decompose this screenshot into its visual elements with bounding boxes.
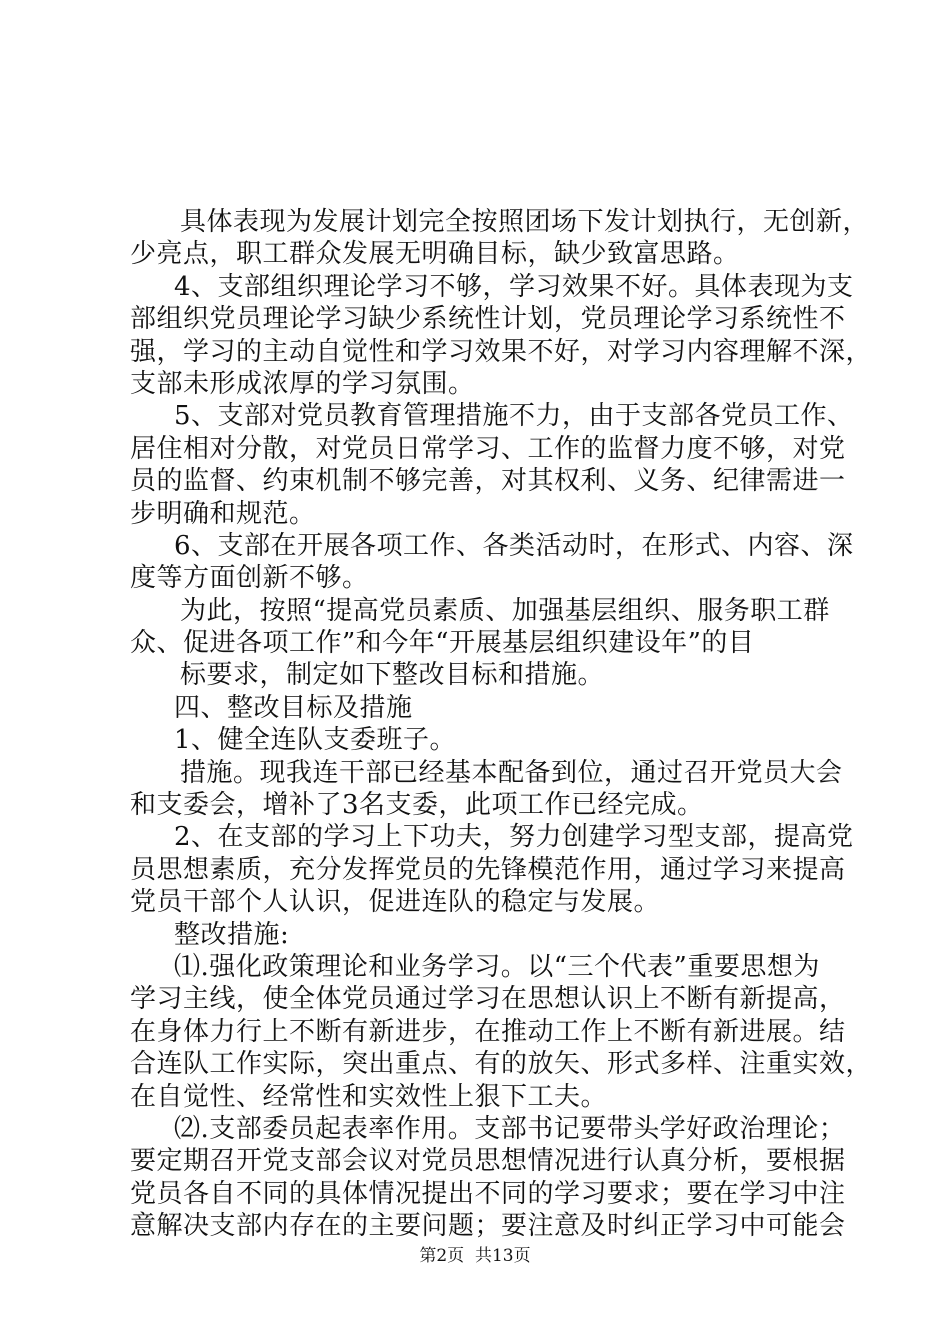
text-line: 四、整改目标及措施 [174, 692, 413, 723]
text-line: 支部未形成浓厚的学习氛围。 [130, 368, 475, 399]
text-line: 党员干部个人认识，促进连队的稳定与发展。 [130, 887, 661, 918]
text-line: 学习主线，使全体党员通过学习在思想认识上不断有新提高， [130, 984, 846, 1015]
text-line: 少亮点，职工群众发展无明确目标，缺少致富思路。 [130, 239, 740, 270]
text-line: 合连队工作实际，突出重点、有的放矢、形式多样、注重实效， [130, 1049, 873, 1080]
text-line: 部组织党员理论学习缺少系统性计划，党员理论学习系统性不 [130, 304, 846, 335]
text-line: ⑴.强化政策理论和业务学习。以“三个代表”重要思想为 [174, 951, 820, 982]
text-line: 在自觉性、经常性和实效性上狠下工夫。 [130, 1081, 608, 1112]
text-line: 6、支部在开展各项工作、各类活动时，在形式、内容、深 [174, 530, 854, 561]
text-line: 强，学习的主动自觉性和学习效果不好，对学习内容理解不深， [130, 336, 873, 367]
text-line: 5、支部对党员教育管理措施不力，由于支部各党员工作、 [174, 401, 854, 432]
text-line: 员的监督、约束机制不够完善，对其权利、义务、纪律需进一 [130, 466, 846, 497]
text-line: 4、支部组织理论学习不够，学习效果不好。具体表现为支 [174, 271, 854, 302]
text-line: 和支委会，增补了3名支委，此项工作已经完成。 [130, 790, 704, 821]
document-body [130, 206, 873, 1243]
text-line: 在身体力行上不断有新进步，在推动工作上不断有新进展。结 [130, 1016, 846, 1047]
text-line: 整改措施: [174, 919, 290, 950]
text-line: 2、在支部的学习上下功夫，努力创建学习型支部，提高党 [174, 822, 854, 853]
page-number-label: 第2页 共13页 [419, 1246, 531, 1266]
text-line: 党员各自不同的具体情况提出不同的学习要求；要在学习中注 [130, 1178, 846, 1209]
text-line: 度等方面创新不够。 [130, 563, 369, 594]
text-line: 众、促进各项工作”和今年“开展基层组织建设年”的目 [130, 628, 755, 659]
text-line: 措施。现我连干部已经基本配备到位，通过召开党员大会 [180, 757, 843, 788]
page-footer [0, 1241, 950, 1266]
text-line: 居住相对分散，对党员日常学习、工作的监督力度不够，对党 [130, 433, 846, 464]
text-line: 1、健全连队支委班子。 [174, 725, 457, 756]
text-line: 员思想素质，充分发挥党员的先锋模范作用，通过学习来提高 [130, 854, 846, 885]
text-line: 标要求，制定如下整改目标和措施。 [180, 660, 605, 691]
text-line: 要定期召开党支部会议对党员思想情况进行认真分析，要根据 [130, 1146, 846, 1177]
text-line: ⑵.支部委员起表率作用。支部书记要带头学好政治理论； [174, 1113, 846, 1144]
text-line: 步明确和规范。 [130, 498, 316, 529]
text-line: 意解决支部内存在的主要问题；要注意及时纠正学习中可能会 [130, 1211, 846, 1242]
text-line: 为此，按照“提高党员素质、加强基层组织、服务职工群 [180, 595, 830, 626]
text-line: 具体表现为发展计划完全按照团场下发计划执行，无创新， [180, 207, 870, 237]
